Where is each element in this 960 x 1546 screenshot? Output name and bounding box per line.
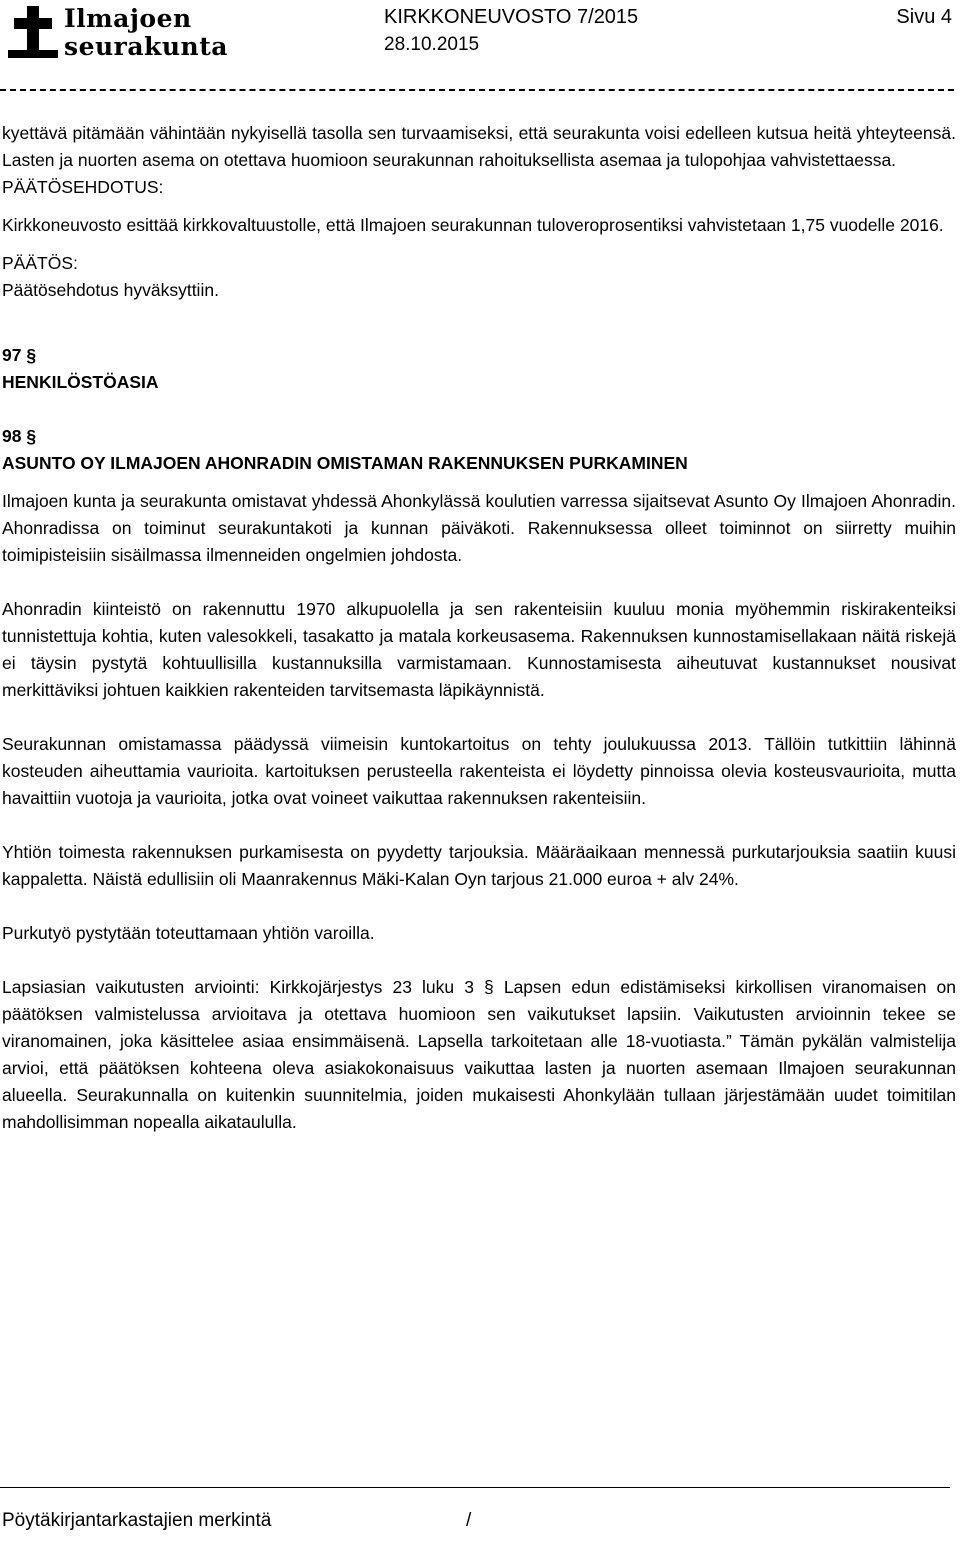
section-97-number: 97 § [2,345,37,365]
proposal-label: PÄÄTÖSEHDOTUS: [2,177,164,197]
paragraph-funding: Purkutyö pystytään toteuttamaan yhtiön varoilla. [2,923,375,943]
signature-separator: / [466,1510,472,1531]
parish-logo [6,4,236,62]
section-98-number: 98 § [2,426,37,446]
logo-text-line2: seurakunta [64,32,228,61]
decision-text: Päätösehdotus hyväksyttiin. [2,280,219,300]
section-97-title: HENKILÖSTÖASIA [2,372,159,392]
document-body [2,120,956,1136]
header-divider [0,89,954,91]
paragraph-survey: Seurakunnan omistamassa päädyssä viimeisin kuntokartoitus on tehty joulukuussa 2013. Tällöin tutkittiin lähinnä kosteuden aiheuttamia vaurioita. kartoituksen perusteella rakenteista ei löydetty pinnoissa olevia kosteusvaurioita, mutta havaittiin vuotoja ja vaurioita, jotka ovat voineet vaikuttaa rakennuksen rakenteisiin. [2,734,956,808]
signature-label: Pöytäkirjantarkastajien merkintä [2,1510,272,1531]
page-number: Sivu 4 [896,6,952,28]
logo-text-line1: Ilmajoen [64,4,192,33]
paragraph-tenders: Yhtiön toimesta rakennuksen purkamisesta on pyydetty tarjouksia. Määräaikaan mennessä purkutarjouksia saatiin kuusi kappaletta. Näistä edullisiin oli Maanrakennus Mäki-Kalan Oyn tarjous 21.000 euroa + alv 24%. [2,842,956,889]
document-title: KIRKKONEUVOSTO 7/2015 [384,6,639,28]
paragraph-structure: Ahonradin kiinteistö on rakennuttu 1970 alkupuolella ja sen rakenteisiin kuuluu monia myöhemmin riskirakenteiksi tunnistettuja kohtia, kuten valesokkeli, tasakatto ja matala korkeusasema. Rakennuksen kunnostamisellakaan näitä riskejä ei täysin pystytä kohtuullisilla kustannuksilla varmistamaan. Kunnostamisesta aiheutuvat kustannukset nousivat merkittäviksi johtuen kaikkien rakenteiden tarvitsemasta läpikäynnistä. [2,599,956,700]
decision-label: PÄÄTÖS: [2,253,78,273]
section-98-title: ASUNTO OY ILMAJOEN AHONRADIN OMISTAMAN RAKENNUKSEN PURKAMINEN [2,453,688,473]
document-date: 28.10.2015 [384,34,480,55]
proposal-text: Kirkkoneuvosto esittää kirkkovaltuustolle, että Ilmajoen seurakunnan tuloveroprosentiksi vahvistetaan 1,75 vuodelle 2016. [2,215,944,235]
footer-divider [0,1487,950,1488]
paragraph-ownership: Ilmajoen kunta ja seurakunta omistavat yhdessä Ahonkylässä koulutien varressa sijaitsevat Asunto Oy Ilmajoen Ahonradin. Ahonradissa on toiminut seurakuntakoti ja kunnan päiväkoti. Rakennuksessa olleet toiminnot on siirretty muihin toimipisteisiin sisäilmassa ilmenneiden ongelmien johdosta. [2,491,956,565]
paragraph-child-impact: Lapsiasian vaikutusten arviointi: Kirkkojärjestys 23 luku 3 § Lapsen edun edistämiseksi kirkollisen viranomaisen on päätöksen valmistelussa arvioitava ja otettava huomioon sen vaikutukset lapsiin. Vaikutusten arvioinnin tekee se viranomainen, joka käsittelee asiaa ensimmäisenä. Lapsella tarkoitetaan alle 18-vuotiasta.” Tämän pykälän valmistelija arvioi, että päätöksen kohteena oleva asiakokonaisuus vaikuttaa lasten ja nuorten asemaan Ilmajoen seurakunnan alueella. Seurakunnalla on kuitenkin suunnitelmia, joiden mukaisesti Ahonkylään tullaan järjestämään uudet toimitilan mahdollisimman nopealla aikataululla. [2,977,956,1132]
cross-icon [6,4,62,62]
intro-paragraph: kyettävä pitämään vähintään nykyisellä tasolla sen turvaamiseksi, että seurakunta voisi edelleen kutsua heitä yhteyteensä. Lasten ja nuorten asema on otettava huomioon seurakunnan rahoituksellista asemaa ja tulopohjaa vahvistettaessa. [2,123,956,170]
